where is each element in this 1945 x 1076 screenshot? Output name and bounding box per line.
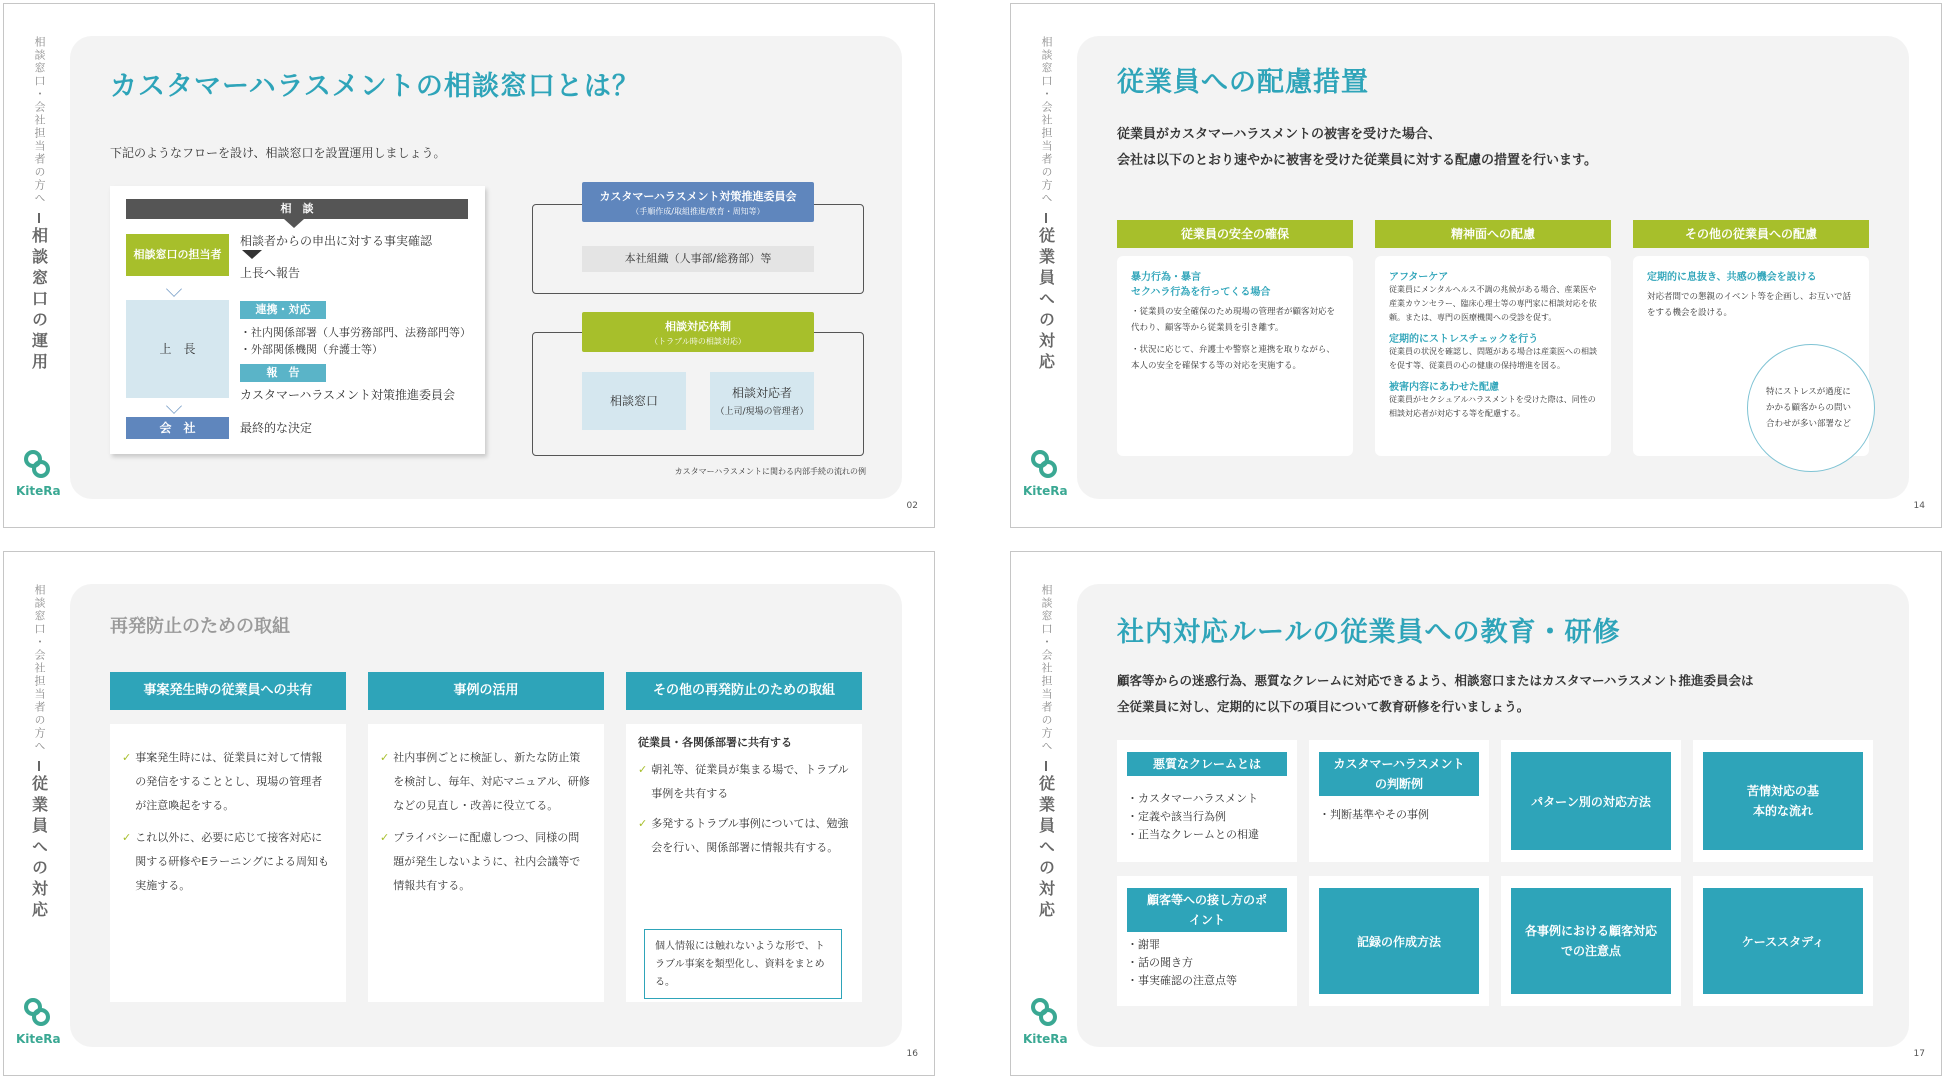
check-icon: ✓ (638, 817, 648, 830)
tile-list (1127, 790, 1287, 844)
down-arrow-icon (242, 250, 262, 259)
col-body-share (110, 724, 346, 1002)
sidebar-divider (1045, 761, 1047, 771)
tile-judgement: カスタマーハラスメントの判断例 ・判断基準やその事例 (1309, 740, 1489, 862)
tile-list-item: ・判断基準やその事例 (1319, 808, 1429, 821)
joucho-box: 上 長 (126, 300, 229, 398)
col-header-cases: 事例の活用 (368, 672, 604, 710)
sidebar-vertical (22, 36, 56, 416)
page-title: 社内対応ルールの従業員への教育・研修 (1117, 617, 1621, 648)
tile-list-item: ・事実確認の注意点等 (1127, 974, 1237, 987)
check-icon: ✓ (122, 751, 132, 764)
madoguchi-box: 相談窓口 (582, 372, 686, 430)
speech-bubble: 特にストレスが過度にかかる顧客からの問い合わせが多い部署など (1747, 344, 1875, 472)
tile-list (1127, 936, 1287, 990)
sidebar-section-title: 従業員への対応 (1036, 227, 1056, 374)
committee-text: カスタマーハラスメント対策推進委員会 (240, 388, 456, 402)
renkei-item-2: ・外部関係機関（弁護士等） (240, 343, 383, 356)
diagram-caption: カスタマーハラスメントに関わる内部手続の流れの例 (674, 467, 866, 476)
tile-list-item: ・正当なクレームとの相違 (1127, 828, 1259, 841)
col-body-safety: 暴力行為・暴言 セクハラ行為を行ってくる場合 ・従業員の安全確保のため現場の管理者が顧客対応を代わり、顧客等から従業員を引き離す。 ・状況に応じて、弁護士や警察と連携を取りながら、本人の安全を確保する等の対応を実施する。 (1117, 256, 1353, 456)
page-number: 16 (906, 1049, 918, 1059)
lead-text: 下記のようなフローを設け、相談窓口を設置運用しましょう。 (110, 146, 446, 160)
slide-16 (3, 551, 935, 1076)
honsha-box: 本社組織（人事部/総務部）等 (582, 246, 814, 272)
flow-panel (110, 186, 485, 454)
page-number: 17 (1913, 1049, 1925, 1059)
page-number: 02 (906, 501, 918, 511)
tile-bad-claims: 悪質なクレームとは ・カスタマーハラスメント ・定義や該当行為例 ・正当なクレームとの相違 (1117, 740, 1297, 862)
kitera-logo-icon (1027, 450, 1063, 482)
list-item: ✓ 多発するトラブル事例については、勉強会を行い、関係部署に情報共有する。 (638, 812, 850, 860)
chevron-down-icon (166, 281, 182, 297)
col-header-other: その他の再発防止のための取組 (626, 672, 862, 710)
list-item: ✓ プライバシーに配慮しつつ、同様の問題が発生しないように、社内会議等で情報共有する。 (380, 826, 590, 898)
chevron-down-icon (166, 398, 182, 414)
page-title: カスタマーハラスメントの相談窓口とは？ (110, 71, 640, 102)
slide-14 (1010, 3, 1942, 528)
kitera-logo-icon (20, 450, 56, 482)
kitera-logo: KiteRa (1023, 998, 1067, 1048)
tile-list-item: ・謝罪 (1127, 938, 1160, 951)
list-item: ✓ 社内事例ごとに検証し、新たな防止策を検討し、毎年、対応マニュアル、研修などの見直し・改善に役立てる。 (380, 746, 590, 818)
content-card (70, 36, 902, 499)
kitera-logo-icon (20, 998, 56, 1030)
content-card (1077, 584, 1909, 1047)
sidebar-subtitle: 相談窓口・会社担当者の方へ (1040, 584, 1053, 753)
tile-list-item: ・カスタマーハラスメント (1127, 792, 1259, 805)
page-title: 従業員への配慮措置 (1117, 67, 1369, 98)
check-icon: ✓ (638, 763, 648, 776)
check-icon: ✓ (122, 831, 132, 844)
tanto-box: 相談窓口の担当者 (126, 234, 229, 276)
page-number: 14 (1913, 501, 1925, 511)
slide-02 (3, 3, 935, 528)
sidebar-subtitle: 相談窓口・会社担当者の方へ (33, 584, 46, 753)
tile-case-notes: 各事例における顧客対応での注意点 (1501, 876, 1681, 1006)
tile-records: 記録の作成方法 (1309, 876, 1489, 1006)
tile-list (1319, 806, 1479, 824)
tile-list-item: ・話の聞き方 (1127, 956, 1193, 969)
tile-case-study: ケーススタディ (1693, 876, 1873, 1006)
kitera-logo: KiteRa (16, 450, 60, 500)
sidebar-section-title: 相談窓口の運用 (29, 227, 49, 374)
taiousha-box: 相談対応者 （上司/現場の管理者） (710, 372, 814, 430)
report-text: 上長へ報告 (240, 266, 301, 280)
page-title: 再発防止のための取組 (110, 616, 290, 637)
confirm-text: 相談者からの申出に対する事実確認 (240, 234, 433, 248)
lead-text-2: 全従業員に対し、定期的に以下の項目について教育研修を行いましょう。 (1117, 699, 1530, 714)
col-header-mental: 精神面への配慮 (1375, 220, 1611, 248)
lead-text-1: 顧客等からの迷惑行為、悪質なクレームに対応できるよう、相談窓口またはカスタマーハラスメント推進委員会は (1117, 673, 1754, 688)
content-card (1077, 36, 1909, 499)
col-body-others: 定期的に息抜き、共感の機会を設ける 対応者間での懇親のイベント等を企画し、お互いで話をする機会を設ける。 (1633, 256, 1869, 456)
col-header-safety: 従業員の安全の確保 (1117, 220, 1353, 248)
tile-how-to-treat: 顧客等への接し方のポイント ・謝罪 ・話の聞き方 ・事実確認の注意点等 (1117, 876, 1297, 1006)
sidebar-subtitle: 相談窓口・会社担当者の方へ (33, 36, 46, 205)
sidebar-section-title: 従業員への対応 (29, 775, 49, 922)
list-item: ✓ 朝礼等、従業員が集まる場で、トラブル事例を共有する (638, 758, 850, 806)
col-header-others: その他の従業員への配慮 (1633, 220, 1869, 248)
tile-basic-flow: 苦情対応の基本的な流れ (1693, 740, 1873, 862)
sidebar-divider (1045, 213, 1047, 223)
tile-list-item: ・定義や該当行為例 (1127, 810, 1226, 823)
flow-header: 相 談 (126, 199, 468, 219)
lead-text-1: 従業員がカスタマーハラスメントの被害を受けた場合、 (1117, 127, 1441, 142)
check-icon: ✓ (380, 751, 390, 764)
renkei-item-1: ・社内関係部署（人事労務部門、法務部門等） (240, 326, 471, 339)
sidebar-vertical (1029, 36, 1063, 416)
sidebar-section-title: 従業員への対応 (1036, 775, 1056, 922)
sidebar-subtitle: 相談窓口・会社担当者の方へ (1040, 36, 1053, 205)
lead-text-2: 会社は以下のとおり速やかに被害を受けた従業員に対する配慮の措置を行います。 (1117, 153, 1597, 168)
final-text: 最終的な決定 (240, 421, 313, 435)
check-icon: ✓ (380, 831, 390, 844)
col-body-mental: アフターケア 従業員にメンタルヘルス不調の兆候がある場合、産業医や産業カウンセラー、臨床心理士等の専門家に相談対応を依頼。または、専門の医療機関への受診を促す。 定期的にストレスチェックを行う 従業員の状況を確認し、問題がある場合は産業医への相談を促す等、従業員の心の健康の保持増進を図る。 被害内容にあわせた配慮 従業員がセクシュアルハラスメントを受けた際は、同性の相談対応者が対応する等を配慮する。 (1375, 256, 1611, 456)
committee-header: カスタマーハラスメント対策推進委員会 （手順作成/取組推進/教育・周知等） (582, 182, 814, 222)
taisei-header: 相談対応体制 （トラブル時の相談対応） (582, 312, 814, 352)
slide-17 (1010, 551, 1942, 1076)
col-body-other: 従業員・各関係部署に共有する ✓ 朝礼等、従業員が集まる場で、トラブル事例を共有する ✓ 多発するトラブル事例については、勉強会を行い、関係部署に情報共有する。 (626, 724, 862, 1002)
list-item: ✓ 事案発生時には、従業員に対して情報の発信をすることとし、現場の管理者が注意喚起をする。 (122, 746, 332, 818)
list-item: ✓ これ以外に、必要に応じて接客対応に関する研修やEラーニングによる周知も実施する。 (122, 826, 332, 898)
renkei-label: 連携・対応 (240, 301, 326, 319)
kitera-logo: KiteRa (16, 998, 60, 1048)
sidebar-vertical (1029, 584, 1063, 964)
sidebar-divider (38, 213, 40, 223)
content-card (70, 584, 902, 1047)
col-header-share: 事案発生時の従業員への共有 (110, 672, 346, 710)
sidebar-divider (38, 761, 40, 771)
kitera-logo-icon (1027, 998, 1063, 1030)
tile-patterns: パターン別の対応方法 (1501, 740, 1681, 862)
kitera-logo: KiteRa (1023, 450, 1067, 500)
houkoku-label: 報 告 (240, 364, 326, 382)
kaisha-box: 会 社 (126, 417, 229, 439)
down-arrow-icon (284, 219, 304, 228)
col-body-cases (368, 724, 604, 1002)
sidebar-vertical (22, 584, 56, 964)
note-box: 個人情報には触れないような形で、トラブル事案を類型化し、資料をまとめる。 (644, 929, 842, 999)
